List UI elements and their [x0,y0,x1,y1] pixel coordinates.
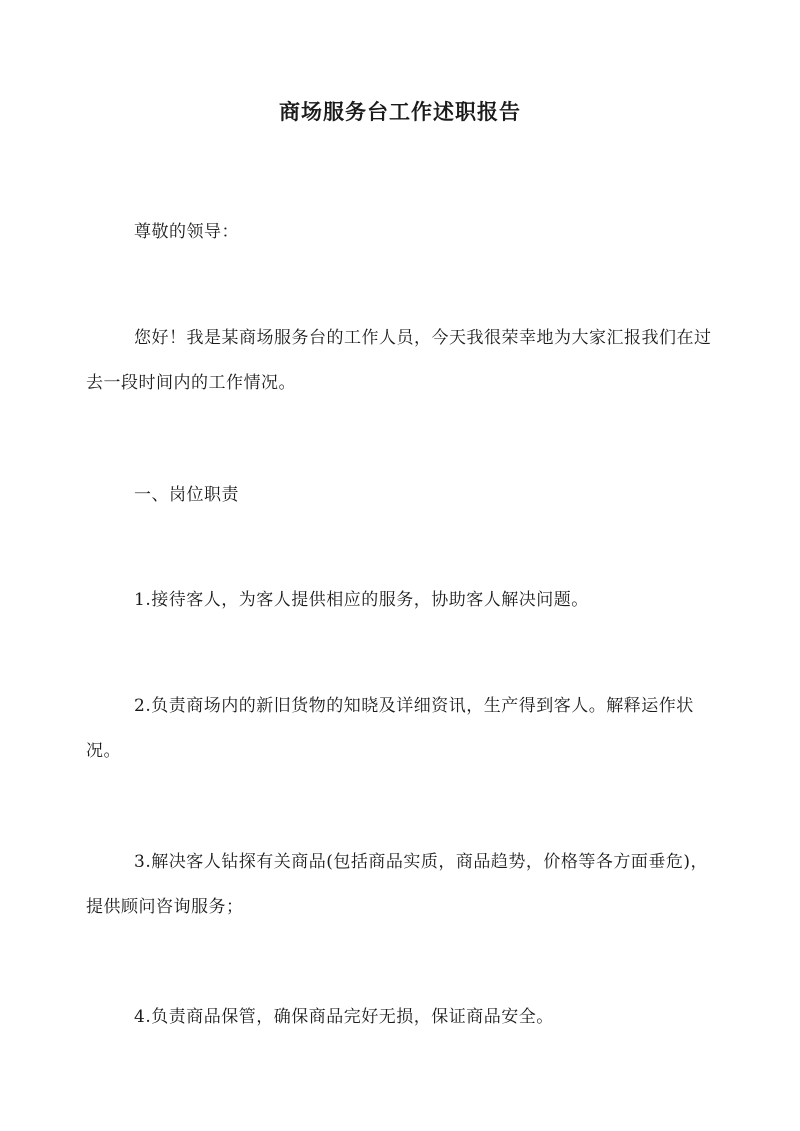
intro-paragraph: 您好！我是某商场服务台的工作人员，今天我很荣幸地为大家汇报我们在过去一段时间内的工作情况。 [86,328,712,393]
duty-item-4: 4.负责商品保管，确保商品完好无损，保证商品安全。 [134,1007,554,1027]
duty-item-3: 3.解决客人钻探有关商品(包括商品实质，商品趋势，价格等各方面垂危)，提供顾问咨询服务； [86,852,708,917]
duty-item-2: 2.负责商场内的新旧货物的知晓及详细资讯，生产得到客人。解释运作状况。 [86,696,694,761]
greeting-paragraph: 尊敬的领导： [134,222,239,242]
duty-item-1: 1.接待客人，为客人提供相应的服务，协助客人解决问题。 [134,590,589,610]
page-title: 商场服务台工作述职报告 [279,99,521,124]
section-heading: 一、岗位职责 [134,485,239,505]
